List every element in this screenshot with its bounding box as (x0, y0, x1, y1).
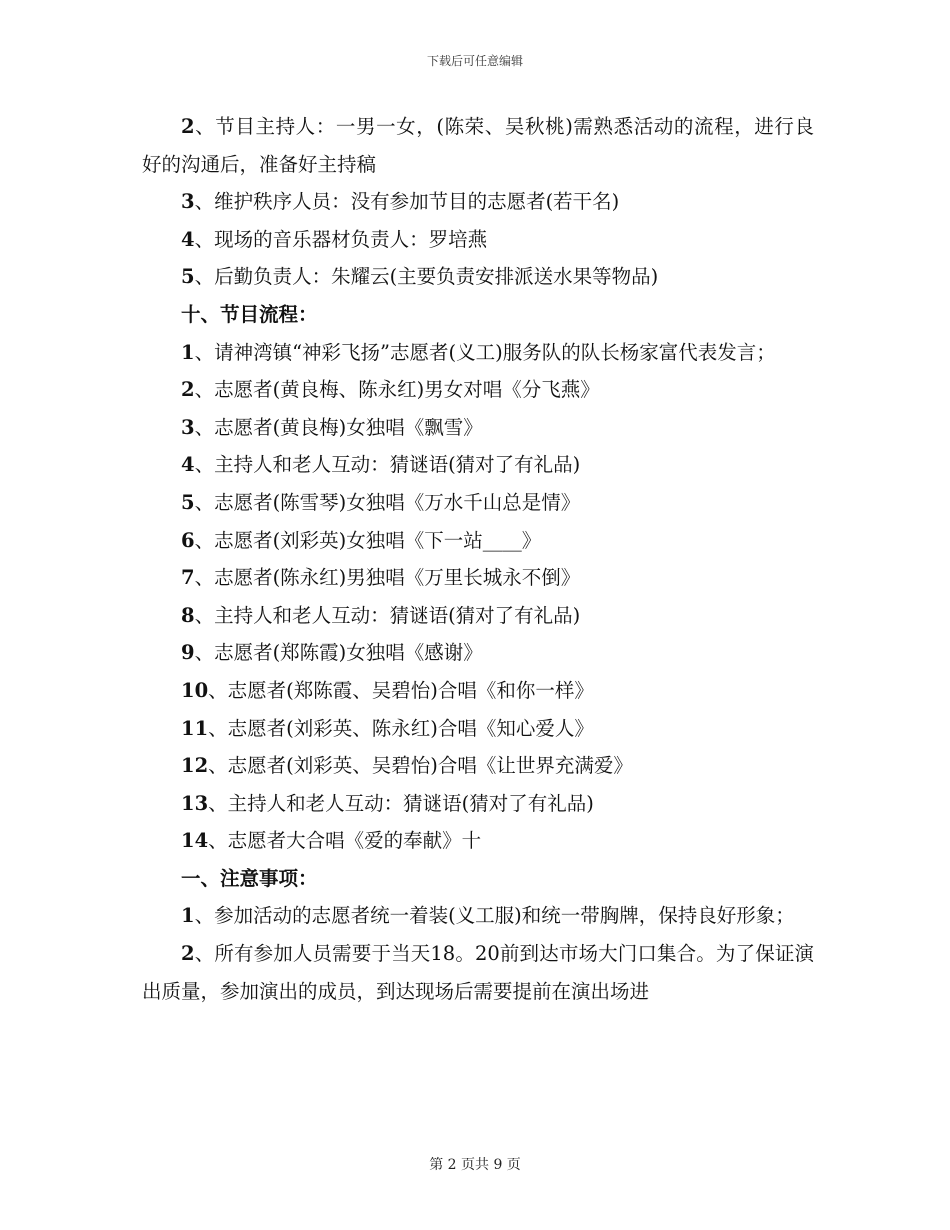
page-header: 下载后可任意编辑 (426, 54, 523, 68)
paragraph (142, 446, 814, 484)
item-number: 4 (181, 227, 195, 251)
item-number: 10 (181, 678, 209, 702)
paragraph-text: 、志愿者(陈雪琴)女独唱《万水千山总是情》 (194, 490, 581, 514)
paragraph (142, 747, 814, 785)
paragraph-text: 、志愿者(郑陈霞、吴碧怡)合唱《和你一样》 (208, 678, 594, 702)
paragraph-text: 、志愿者(郑陈霞)女独唱《感谢》 (194, 641, 483, 665)
paragraph (142, 710, 814, 748)
paragraph (142, 935, 814, 1010)
paragraph (142, 785, 814, 823)
paragraph-text: 、志愿者(刘彩英、陈永红)合唱《知心爱人》 (208, 716, 594, 740)
paragraph (142, 522, 814, 560)
item-number: 2 (181, 378, 195, 402)
item-number: 7 (181, 566, 195, 590)
paragraph-text: 、志愿者(刘彩英)女独唱《下一站____》 (194, 528, 542, 552)
paragraph (142, 672, 814, 710)
paragraph-text: 、所有参加人员需要于当天18。20前到达市场大门口集合。为了保证演出质量，参加演出的成员，到达现场后需要提前在演出场进 (142, 942, 814, 1003)
item-number: 11 (181, 716, 209, 740)
document-body (142, 108, 814, 1010)
item-number: 6 (181, 528, 195, 552)
paragraph (142, 822, 814, 860)
paragraph (142, 559, 814, 597)
paragraph (142, 634, 814, 672)
paragraph (142, 597, 814, 635)
section-heading-notes: 一、注意事项： (181, 866, 318, 890)
item-number: 5 (181, 265, 195, 289)
item-number: 2 (181, 115, 195, 138)
item-number: 3 (181, 415, 195, 439)
paragraph-text: 、节目主持人：一男一女，(陈荣、吴秋桃)需熟悉活动的流程，进行良好的沟通后，准备好主持稿 (142, 115, 814, 176)
paragraph-text: 、志愿者(陈永红)男独唱《万里长城永不倒》 (194, 566, 581, 590)
item-number: 4 (181, 453, 195, 477)
paragraph (142, 371, 814, 409)
item-number: 8 (181, 603, 195, 627)
item-number: 13 (181, 791, 209, 815)
item-number: 2 (181, 942, 195, 966)
paragraph-text: 、主持人和老人互动：猜谜语(猜对了有礼品) (194, 453, 581, 477)
paragraph (142, 897, 814, 935)
item-number: 14 (181, 829, 209, 853)
page-footer: 第 2 页共 9 页 (429, 1157, 521, 1173)
paragraph (142, 334, 814, 372)
paragraph (142, 108, 814, 183)
paragraph-text: 、请神湾镇“神彩飞扬”志愿者(义工)服务队的队长杨家富代表发言； (194, 340, 776, 364)
paragraph (142, 221, 814, 259)
item-number: 1 (181, 904, 195, 928)
paragraph-text: 、志愿者(刘彩英、吴碧怡)合唱《让世界充满爱》 (208, 754, 633, 778)
paragraph (142, 484, 814, 522)
item-number: 1 (181, 340, 195, 364)
paragraph (142, 183, 814, 221)
paragraph-text: 、主持人和老人互动：猜谜语(猜对了有礼品) (208, 791, 594, 815)
paragraph-text: 、后勤负责人：朱耀云(主要负责安排派送水果等物品) (194, 265, 659, 289)
paragraph-text: 、志愿者大合唱《爱的奉献》十 (208, 829, 482, 853)
paragraph-text: 、志愿者(黄良梅、陈永红)男女对唱《分飞燕》 (194, 378, 600, 402)
section-heading-program-flow: 十、节目流程： (181, 302, 318, 326)
paragraph-text: 、参加活动的志愿者统一着装(义工服)和统一带胸牌，保持良好形象； (194, 904, 795, 928)
item-number: 5 (181, 490, 195, 514)
item-number: 12 (181, 754, 209, 778)
item-number: 3 (181, 190, 195, 214)
paragraph-text: 、志愿者(黄良梅)女独唱《飘雪》 (194, 415, 483, 439)
paragraph-text: 、维护秩序人员：没有参加节目的志愿者(若干名) (194, 190, 620, 214)
paragraph (142, 258, 814, 296)
paragraph-text: 、现场的音乐器材负责人：罗培燕 (194, 227, 488, 251)
item-number: 9 (181, 641, 195, 665)
paragraph-text: 、主持人和老人互动：猜谜语(猜对了有礼品) (194, 603, 581, 627)
paragraph (142, 409, 814, 447)
